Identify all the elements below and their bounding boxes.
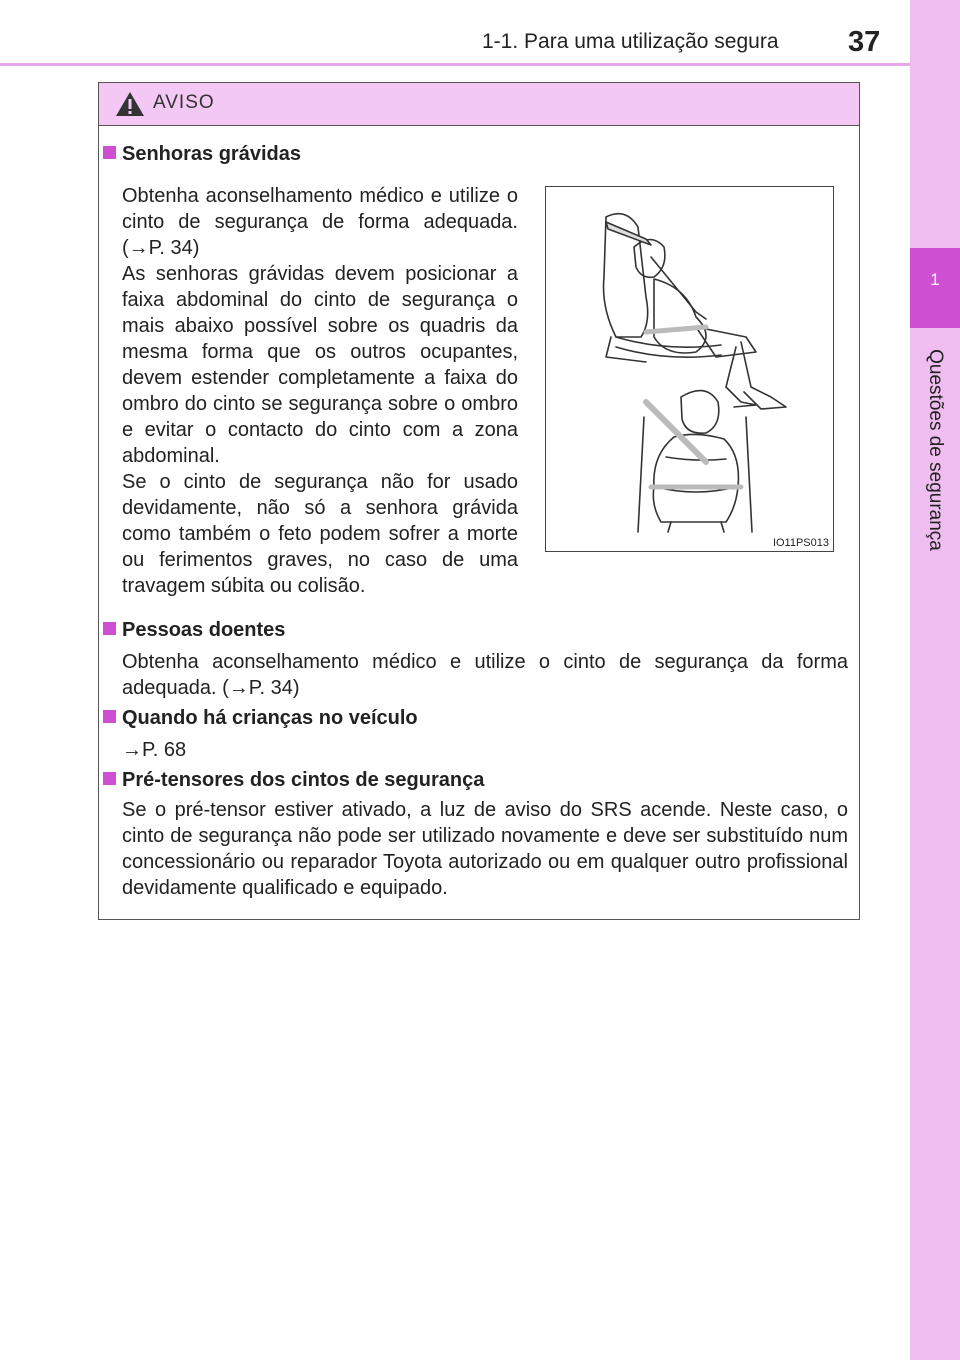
figure-label: IO11PS013	[772, 537, 829, 549]
paragraph: Obtenha aconselhamento médico e utilize o cinto de segurança de forma adequada. (→P. 34)	[122, 185, 518, 259]
warning-title: AVISO	[153, 92, 215, 113]
section-bullet-icon	[103, 146, 116, 159]
chapter-number: 1	[930, 270, 940, 289]
chapter-side-tab	[910, 0, 960, 1360]
section-heading-ill-persons: Pessoas doentes	[103, 619, 285, 642]
chapter-title: Questões de segurança	[925, 349, 946, 551]
warning-box	[98, 82, 860, 920]
seatbelt-illustration	[545, 186, 834, 552]
warning-triangle-icon	[115, 90, 145, 118]
section-bullet-icon	[103, 710, 116, 723]
paragraph: Se o cinto de segurança não for usado devidamente, não só a senhora grávida como também o feto podem sofrer a morte ou ferimentos graves, no caso de uma travagem súbita ou colisão.	[122, 471, 518, 597]
section-heading-pregnant: Senhoras grávidas	[103, 143, 301, 166]
section-bullet-icon	[103, 622, 116, 635]
page-number: 37	[848, 26, 881, 58]
paragraph: Se o pré-tensor estiver ativado, a luz de aviso do SRS acende. Neste caso, o cinto de segurança não pode ser utilizado novamente e deve ser substituído num concessionário ou reparador Toyota autorizado ou em qualquer outro profissional devidamente qualificado e equipado.	[122, 799, 848, 899]
warning-header	[99, 83, 859, 126]
section-heading-pretensioners: Pré-tensores dos cintos de segurança	[103, 769, 484, 792]
section-heading-children: Quando há crianças no veículo	[103, 707, 418, 730]
section-bullet-icon	[103, 772, 116, 785]
paragraph: As senhoras grávidas devem posicionar a faixa abdominal do cinto de segurança o mais abaixo possível sobre os quadris da mesma forma que os outros ocupantes, devem estender completamente a faixa do ombro do cinto se segurança sobre o ombro e evitar o contacto do cinto com a zona abdominal.	[122, 263, 518, 467]
header-divider	[0, 63, 910, 66]
page-reference: →P. 68	[122, 739, 187, 761]
header-section-title: 1-1. Para uma utilização segura	[482, 30, 779, 53]
paragraph: Obtenha aconselhamento médico e utilize o cinto de segurança da forma adequada. (→P. 34)	[122, 651, 848, 699]
pregnant-seatbelt-drawing	[546, 187, 833, 537]
